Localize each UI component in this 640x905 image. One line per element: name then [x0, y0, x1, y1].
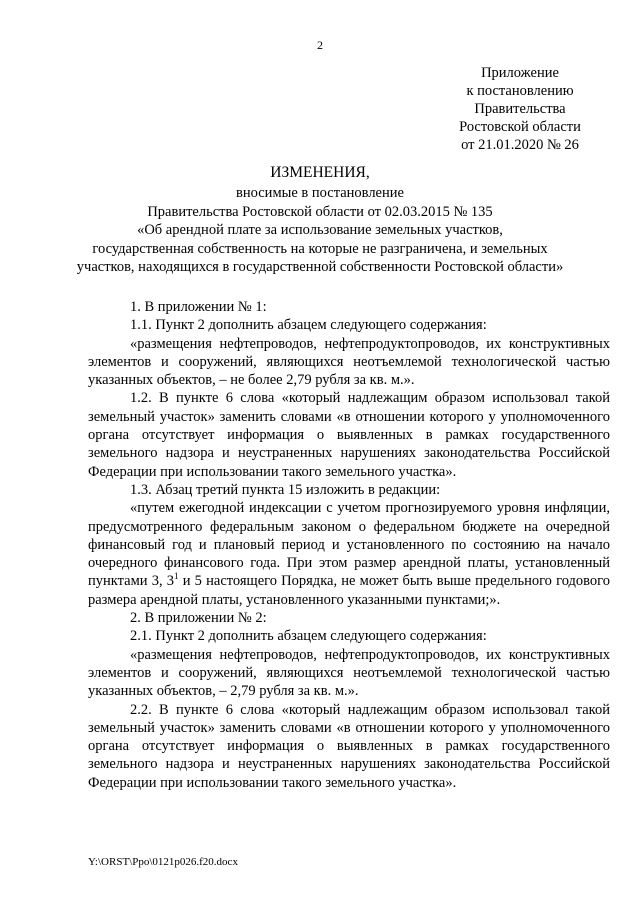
file-path-footer: Y:\ORST\Ppo\0121p026.f20.docx [88, 856, 238, 868]
document-body [88, 298, 610, 792]
appendix-line: Ростовской области [459, 119, 581, 135]
paragraph: 2.2. В пункте 6 слова «который надлежащим образом использовал такой земельный участок» заменить словами «в отношении которого у уполномоченного органа отсутствует информация о выявленных в рамках государственного земельного надзора и неустраненных нарушениях законодательства Российской Федерации при использовании такого земельного участка». [88, 701, 610, 791]
paragraph: 1.3. Абзац третий пункта 15 изложить в редакции: [130, 481, 441, 498]
appendix-block [430, 64, 610, 154]
document-title: ИЗМЕНЕНИЯ, [270, 164, 370, 181]
appendix-line: Правительства [474, 101, 566, 117]
subtitle-line: участков, находящихся в государственной собственности Ростовской области» [76, 259, 564, 275]
appendix-line: к постановлению [466, 83, 574, 99]
subtitle-line: Правительства Ростовской области от 02.03.2015 № 135 [147, 203, 493, 220]
page-number: 2 [317, 38, 323, 52]
paragraph: 1. В приложении № 1: [130, 299, 267, 315]
paragraph-part: и 5 настоящего Порядка, не может быть выше предельного годового размера арендной платы, установленного указанными пунктами;». [88, 573, 610, 608]
document-subtitle [0, 184, 640, 277]
paragraph [88, 499, 610, 609]
appendix-line: Приложение [481, 65, 559, 81]
paragraph: 1.2. В пункте 6 слова «который надлежащим образом использовал такой земельный участок» заменить словами «в отношении которого у уполномоченного органа отсутствует информация о выявленных в рамках государственного земельного надзора и неустраненных нарушениях законодательства Российской Федерации при использовании такого земельного участка». [88, 390, 610, 480]
subtitle-line: вносимые в постановление [236, 185, 404, 201]
paragraph: 2.1. Пункт 2 дополнить абзацем следующего содержания: [130, 628, 487, 645]
paragraph-part: «путем ежегодной индексации с учетом прогнозируемого уровня инфляции, предусмотренного федеральным законом о федеральном бюджете на очередной финансовый год и плановый период и установленного по состоянию на начало очередного финансового года. При этом размер арендной платы, установленный пунктами 3, 3 [88, 500, 610, 590]
paragraph: «размещения нефтепроводов, нефтепродуктопроводов, их конструктивных элементов и сооружений, являющихся неотъемлемой технологической частью указанных объектов, – 2,79 рубля за кв. м.». [88, 646, 610, 700]
appendix-line: от 21.01.2020 № 26 [461, 137, 579, 153]
subtitle-line: «Об арендной плате за использование земельных участков, [137, 222, 503, 238]
subtitle-line: государственная собственность на которые не разграничена, и земельных [92, 240, 548, 257]
superscript: 1 [174, 571, 179, 582]
paragraph: «размещения нефтепроводов, нефтепродуктопроводов, их конструктивных элементов и сооружений, являющихся неотъемлемой технологической частью указанных объектов, – не более 2,79 рубля за кв. м.». [88, 335, 610, 389]
paragraph: 2. В приложении № 2: [130, 610, 267, 627]
paragraph: 1.1. Пункт 2 дополнить абзацем следующего содержания: [130, 317, 487, 334]
